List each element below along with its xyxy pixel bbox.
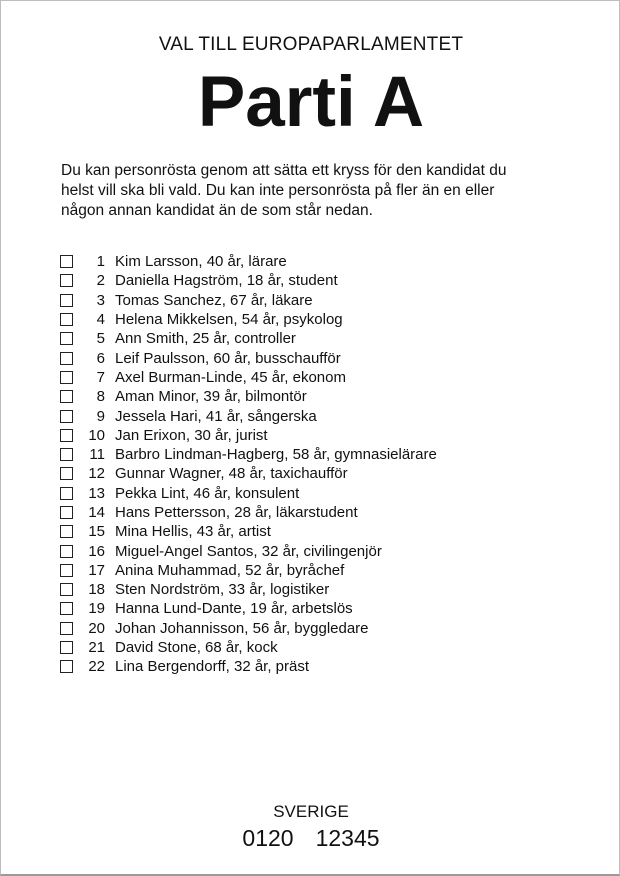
candidate-number: 17 — [88, 561, 105, 579]
candidate-checkbox[interactable] — [60, 410, 73, 423]
candidate-row — [60, 252, 437, 271]
candidate-checkbox[interactable] — [60, 506, 73, 519]
candidate-number: 6 — [96, 349, 105, 367]
candidate-row — [60, 638, 437, 657]
ballot-code-right: 12345 — [315, 825, 380, 851]
candidate-row — [60, 271, 437, 290]
instructions-line: helst vill ska bli vald. Du kan inte personrösta på fler än en eller — [61, 182, 495, 199]
candidate-name: Ann Smith, 25 år, controller — [115, 330, 296, 348]
candidate-row — [60, 561, 437, 580]
candidate-number: 10 — [88, 426, 105, 444]
candidate-name: Lina Bergendorff, 32 år, präst — [115, 658, 310, 676]
candidate-number: 18 — [88, 581, 105, 599]
candidate-name: Anina Muhammad, 52 år, byråchef — [115, 561, 345, 579]
candidate-checkbox[interactable] — [60, 583, 73, 596]
candidate-checkbox[interactable] — [60, 467, 73, 480]
candidate-name: Leif Paulsson, 60 år, busschaufför — [115, 349, 341, 367]
candidate-checkbox[interactable] — [60, 294, 73, 307]
candidate-name: Hans Pettersson, 28 år, läkarstudent — [115, 504, 358, 521]
candidate-checkbox[interactable] — [60, 313, 73, 326]
candidate-row — [60, 310, 437, 329]
candidate-number: 20 — [88, 619, 105, 637]
candidate-row — [60, 368, 437, 387]
candidate-checkbox[interactable] — [60, 371, 73, 384]
candidate-name: Gunnar Wagner, 48 år, taxichaufför — [115, 465, 348, 483]
candidate-name: Mina Hellis, 43 år, artist — [115, 523, 271, 541]
candidate-checkbox[interactable] — [60, 274, 73, 287]
candidate-checkbox[interactable] — [60, 352, 73, 365]
candidate-name: Jan Erixon, 30 år, jurist — [115, 426, 268, 444]
candidate-row — [60, 522, 437, 541]
candidate-number: 14 — [88, 504, 105, 521]
candidate-row — [60, 464, 437, 483]
candidate-row — [60, 484, 437, 503]
candidate-row — [60, 348, 437, 367]
candidate-number: 8 — [96, 388, 105, 406]
candidate-number: 11 — [89, 446, 105, 464]
candidate-number: 9 — [96, 407, 105, 425]
candidate-row — [60, 445, 437, 464]
candidate-name: Aman Minor, 39 år, bilmontör — [115, 388, 307, 406]
candidate-row — [60, 329, 437, 348]
candidate-name: Tomas Sanchez, 67 år, läkare — [115, 291, 313, 309]
candidate-name: Hanna Lund-Dante, 19 år, arbetslös — [115, 600, 353, 618]
candidate-name: Daniella Hagström, 18 år, student — [115, 272, 338, 290]
instructions-line: någon annan kandidat än de som står nedan. — [61, 202, 373, 219]
candidate-name: Sten Nordström, 33 år, logistiker — [115, 581, 330, 599]
candidate-name: Axel Burman-Linde, 45 år, ekonom — [115, 368, 346, 386]
candidate-number: 15 — [88, 523, 105, 541]
candidate-number: 12 — [88, 465, 105, 483]
candidate-name: Helena Mikkelsen, 54 år, psykolog — [115, 311, 343, 329]
candidate-row — [60, 291, 437, 310]
candidate-checkbox[interactable] — [60, 622, 73, 635]
candidate-checkbox[interactable] — [60, 255, 73, 268]
candidate-row — [60, 580, 437, 599]
country-label: SVERIGE — [273, 802, 349, 821]
candidate-name: Miguel-Angel Santos, 32 år, civilingenjör — [115, 542, 382, 560]
candidate-row — [60, 599, 437, 618]
candidate-name: David Stone, 68 år, kock — [115, 639, 278, 657]
candidate-number: 22 — [88, 658, 105, 676]
candidate-name: Jessela Hari, 41 år, sångerska — [115, 407, 317, 425]
candidate-number: 13 — [88, 484, 105, 502]
candidate-name: Pekka Lint, 46 år, konsulent — [115, 484, 300, 502]
candidate-checkbox[interactable] — [60, 641, 73, 654]
candidate-row — [60, 657, 437, 676]
election-heading: VAL TILL EUROPAPARLAMENTET — [158, 34, 464, 55]
candidate-number: 5 — [96, 330, 105, 348]
candidate-row — [60, 541, 437, 560]
candidate-name: Barbro Lindman-Hagberg, 58 år, gymnasielärare — [115, 446, 437, 464]
candidate-number: 19 — [88, 600, 105, 618]
candidate-number: 4 — [96, 311, 105, 329]
candidate-checkbox[interactable] — [60, 660, 73, 673]
candidate-row — [60, 406, 437, 425]
candidate-checkbox[interactable] — [60, 332, 73, 345]
candidate-list — [60, 252, 437, 677]
candidate-checkbox[interactable] — [60, 429, 73, 442]
candidate-name: Kim Larsson, 40 år, lärare — [115, 253, 287, 271]
candidate-checkbox[interactable] — [60, 487, 73, 500]
candidate-number: 7 — [96, 368, 105, 386]
instructions-line: Du kan personrösta genom att sätta ett kryss för den kandidat du — [61, 162, 507, 179]
candidate-number: 1 — [96, 253, 105, 271]
candidate-number: 2 — [96, 272, 105, 290]
candidate-row — [60, 619, 437, 638]
candidate-row — [60, 387, 437, 406]
candidate-checkbox[interactable] — [60, 390, 73, 403]
ballot-code-left: 0120 — [242, 825, 294, 851]
candidate-checkbox[interactable] — [60, 602, 73, 615]
candidate-number: 16 — [88, 542, 105, 560]
party-name: Parti A — [197, 63, 425, 142]
candidate-number: 3 — [96, 291, 105, 309]
candidate-checkbox[interactable] — [60, 564, 73, 577]
ballot-code — [1, 825, 620, 852]
candidate-row — [60, 426, 437, 445]
candidate-checkbox[interactable] — [60, 448, 73, 461]
candidate-row — [60, 503, 437, 522]
candidate-number: 21 — [88, 639, 105, 657]
candidate-checkbox[interactable] — [60, 545, 73, 558]
instructions-text — [61, 161, 561, 221]
candidate-checkbox[interactable] — [60, 525, 73, 538]
candidate-name: Johan Johannisson, 56 år, byggledare — [115, 619, 369, 637]
